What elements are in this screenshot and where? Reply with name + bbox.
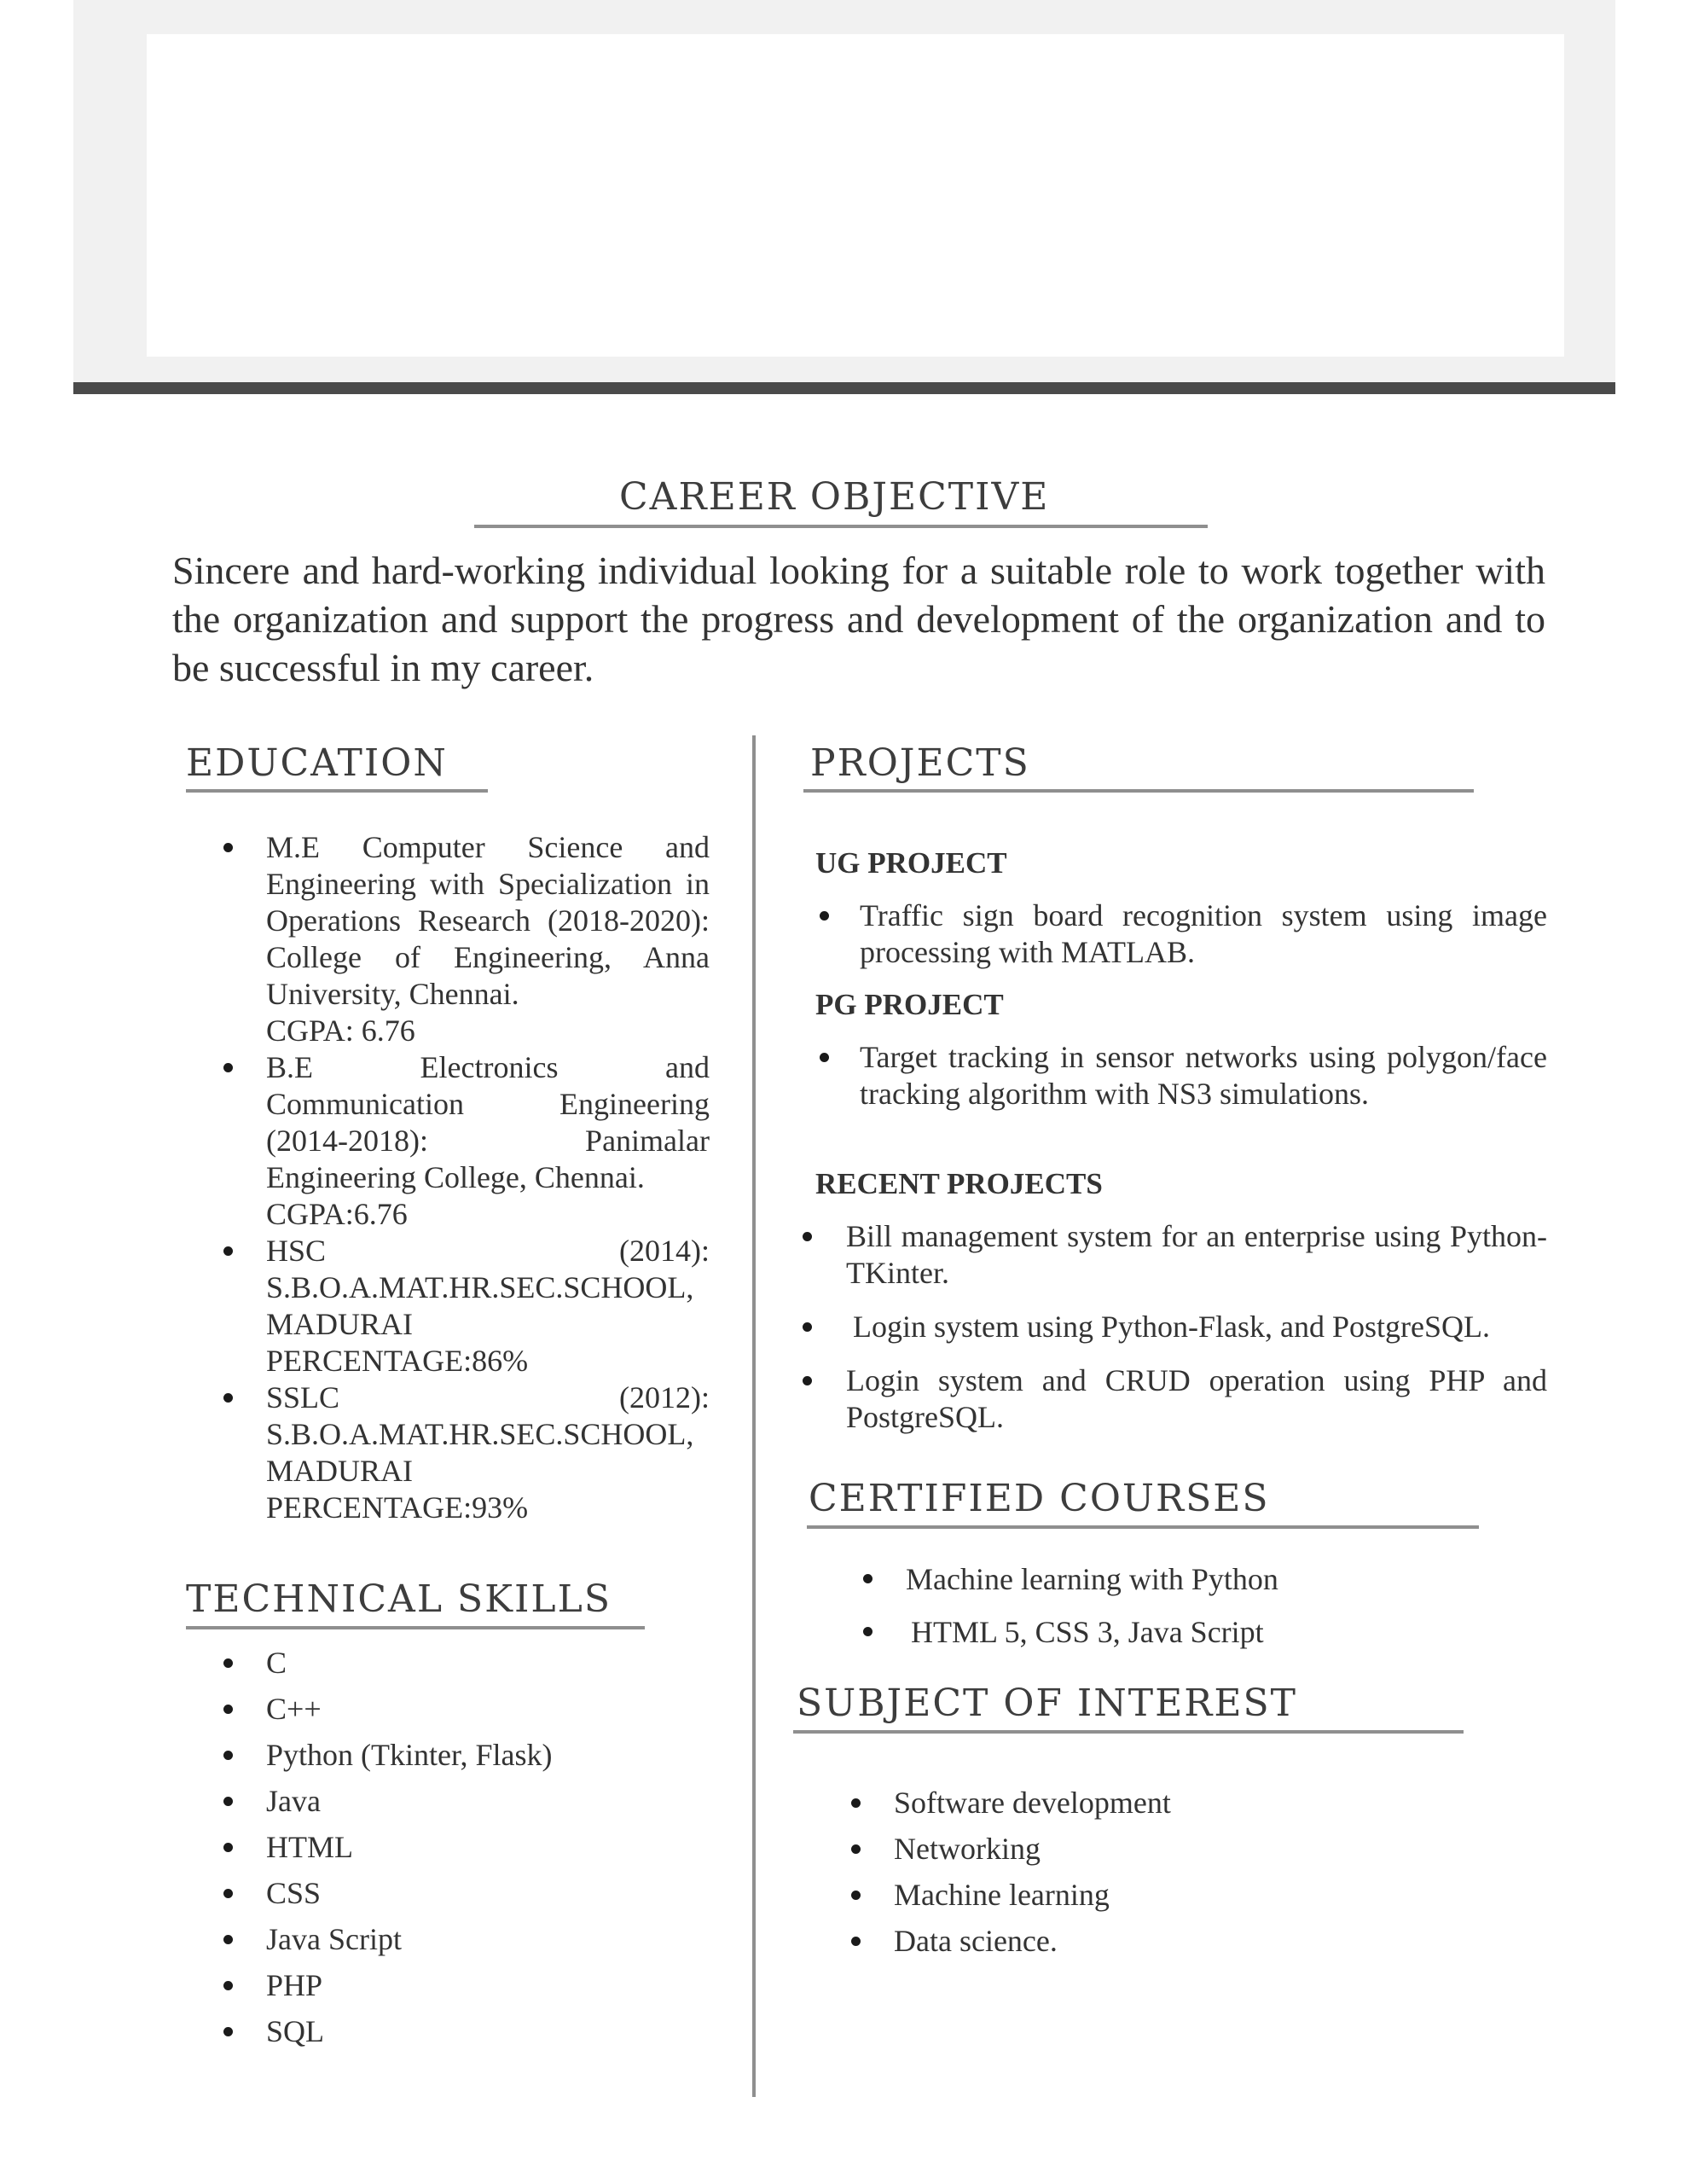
technical-skills-rule xyxy=(186,1626,645,1629)
education-score: CGPA: 6.76 xyxy=(266,1014,415,1048)
education-item xyxy=(266,1380,710,1526)
skill-item: Java xyxy=(266,1778,710,1824)
projects-heading: PROJECTS xyxy=(810,741,1030,785)
certified-courses-rule xyxy=(807,1525,1479,1529)
subject-of-interest-rule xyxy=(793,1730,1464,1734)
recent-projects-list xyxy=(846,1218,1547,1453)
ug-project-list xyxy=(860,897,1547,971)
pg-project-heading: PG PROJECT xyxy=(815,988,1004,1021)
education-item xyxy=(266,829,710,1049)
skill-item: Java Script xyxy=(266,1916,710,1962)
projects-rule xyxy=(803,789,1474,793)
skill-item: PHP xyxy=(266,1962,710,2008)
education-list xyxy=(266,829,710,1526)
skill-item: HTML xyxy=(266,1824,710,1870)
header-rule xyxy=(73,382,1615,394)
subject-of-interest-list xyxy=(894,1780,1491,1964)
header-band xyxy=(73,0,1615,382)
interest-item: Software development xyxy=(894,1780,1491,1826)
subject-of-interest-heading: SUBJECT OF INTEREST xyxy=(797,1682,1297,1725)
career-objective-rule xyxy=(474,525,1208,528)
ug-project-item: Traffic sign board recognition system using image processing with MATLAB. xyxy=(860,898,1547,969)
recent-project-item: Login system using Python-Flask, and PostgreSQL. xyxy=(846,1309,1547,1345)
skill-item: SQL xyxy=(266,2008,710,2054)
pg-project-item: Target tracking in sensor networks using polygon/face tracking algorithm with NS3 simulations. xyxy=(860,1040,1547,1111)
pg-project-list xyxy=(860,1039,1547,1112)
technical-skills-heading: TECHNICAL SKILLS xyxy=(186,1577,612,1621)
recent-project-item: Login system and CRUD operation using PHP and PostgreSQL. xyxy=(846,1363,1547,1434)
skill-item: C++ xyxy=(266,1686,710,1732)
education-text: B.E Electronics and Communication Engineering (2014-2018): Panimalar Engineering College, Chennai. xyxy=(266,1050,710,1194)
header-name-box xyxy=(147,34,1564,357)
education-score: PERCENTAGE:93% xyxy=(266,1490,529,1525)
recent-projects-heading: RECENT PROJECTS xyxy=(815,1167,1103,1200)
ug-project-heading: UG PROJECT xyxy=(815,846,1007,880)
certified-courses-list xyxy=(906,1553,1503,1658)
education-text: SSLC (2012): S.B.O.A.MAT.HR.SEC.SCHOOL, MADURAI xyxy=(266,1380,710,1488)
interest-item: Machine learning xyxy=(894,1872,1491,1918)
skill-item: CSS xyxy=(266,1870,710,1916)
education-text: HSC (2014): S.B.O.A.MAT.HR.SEC.SCHOOL, MADURAI xyxy=(266,1234,710,1341)
interest-item: Data science. xyxy=(894,1918,1491,1964)
course-item: Machine learning with Python xyxy=(906,1553,1503,1606)
skill-item: C xyxy=(266,1640,710,1686)
technical-skills-list xyxy=(266,1640,710,2054)
education-score: CGPA:6.76 xyxy=(266,1197,408,1231)
certified-courses-heading: CERTIFIED COURSES xyxy=(809,1477,1270,1520)
career-objective-heading: CAREER OBJECTIVE xyxy=(619,475,1050,519)
education-heading: EDUCATION xyxy=(186,741,448,785)
education-score: PERCENTAGE:86% xyxy=(266,1344,529,1378)
column-divider xyxy=(752,735,756,2097)
interest-item: Networking xyxy=(894,1826,1491,1872)
education-item xyxy=(266,1049,710,1233)
skill-item: Python (Tkinter, Flask) xyxy=(266,1732,710,1778)
education-item xyxy=(266,1233,710,1380)
career-objective-text: Sincere and hard-working individual looking for a suitable role to work together with the organization and support the progress and development of the organization and to be successful in my career. xyxy=(172,549,1545,689)
education-text: M.E Computer Science and Engineering with Specialization in Operations Research (2018-2020): College of Engineering, Anna University, Chennai. xyxy=(266,830,710,1011)
course-item: HTML 5, CSS 3, Java Script xyxy=(906,1606,1503,1658)
recent-project-item: Bill management system for an enterprise using Python-TKinter. xyxy=(846,1219,1547,1290)
education-rule xyxy=(186,789,488,793)
